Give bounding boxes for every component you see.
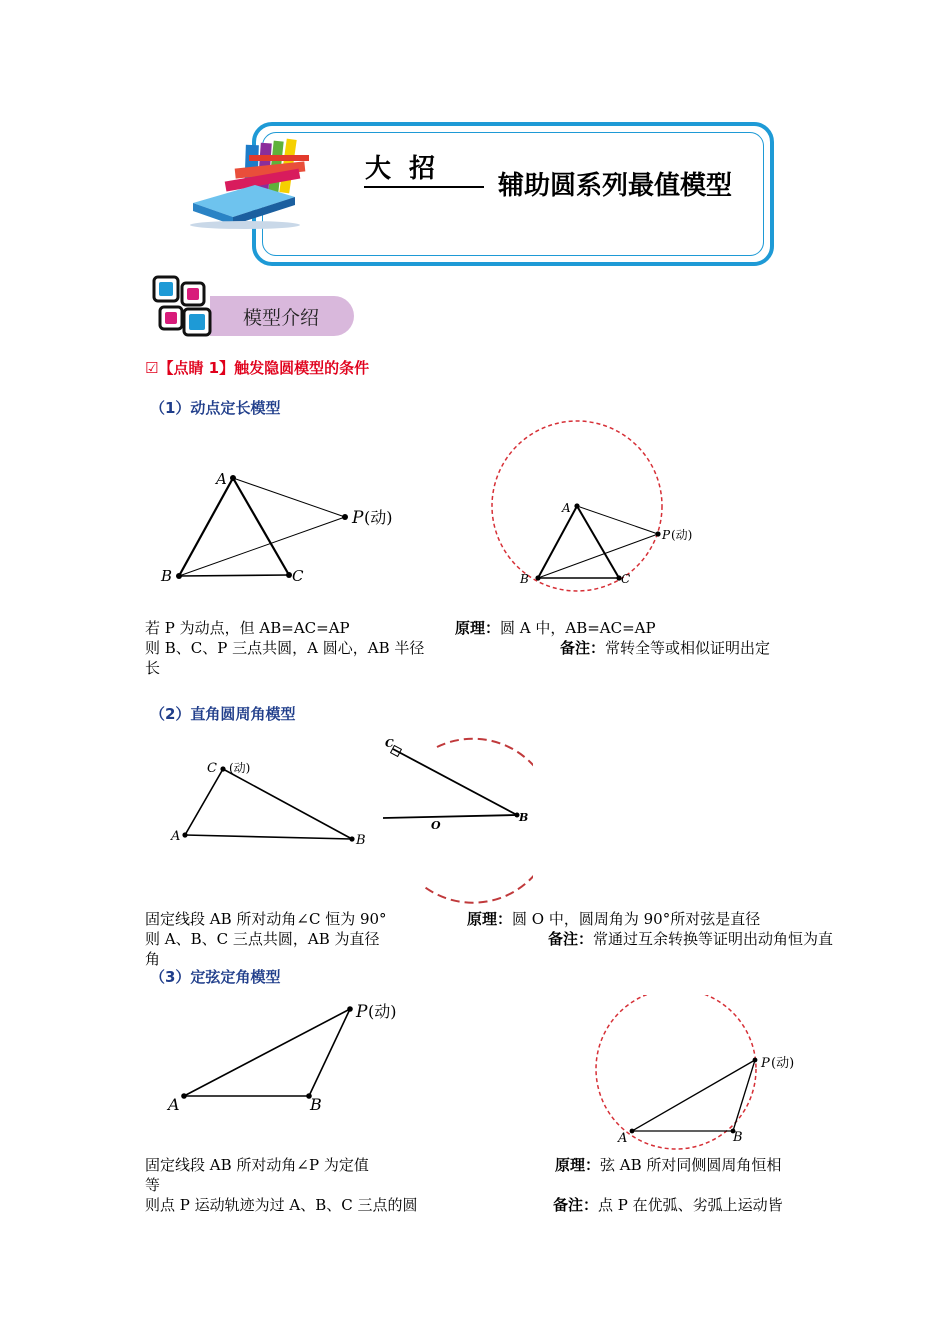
label-b: B (733, 1130, 743, 1145)
model3-left-line3: 则点 P 运动轨迹为过 A、B、C 三点的圆 (145, 1196, 418, 1214)
model2-figure-left (165, 755, 380, 855)
model3-heading: （3）定弦定角模型 (150, 968, 281, 986)
label-c: C (385, 737, 394, 750)
label-c: C (292, 567, 304, 585)
model1-figure-left (150, 465, 420, 590)
model1-note: 备注：常转全等或相似证明出定 (560, 639, 771, 657)
label-moving: (动) (771, 1056, 795, 1071)
label-b: B (310, 1095, 322, 1114)
label-p: P (761, 1056, 770, 1071)
model3-principle: 原理：弦 AB 所对同侧圆周角恒相 (555, 1156, 782, 1174)
books-icon (185, 135, 365, 230)
model2-left-line1: 固定线段 AB 所对动角∠C 恒为 90° (145, 910, 387, 928)
point1-title-text: 【点睛 1】触发隐圆模型的条件 (158, 359, 370, 377)
model3-left-line2: 等 (145, 1176, 161, 1194)
label-a: A (562, 501, 571, 515)
label-moving: (动) (368, 1002, 397, 1021)
label-moving: (动) (671, 528, 693, 542)
label-b: B (520, 572, 529, 586)
label-o: O (431, 819, 441, 832)
label-p: P (356, 1002, 368, 1022)
model3-figure-right (590, 995, 815, 1150)
label-a: A (168, 1095, 180, 1114)
section-tag-label: 模型介绍 (243, 307, 320, 329)
label-a: A (618, 1131, 628, 1146)
point1-title (145, 357, 369, 378)
model3-figure-left (160, 995, 420, 1120)
banner-divider (364, 186, 484, 188)
model2-principle: 原理：圆 O 中，圆周角为 90°所对弦是直径 (467, 910, 761, 928)
model2-left-line2: 则 A、B、C 三点共圆，AB 为直径 (145, 930, 380, 948)
model3-note: 备注：点 P 在优弧、劣弧上运动皆 (553, 1196, 783, 1214)
label-b: B (161, 567, 173, 585)
banner-right-title: 辅助圆系列最值模型 (498, 171, 733, 201)
label-a: A (216, 470, 227, 488)
model2-left-line3: 角 (145, 950, 161, 968)
model1-left-line3: 长 (145, 659, 161, 677)
label-c: C (621, 572, 631, 586)
model1-heading: （1）动点定长模型 (150, 399, 281, 417)
label-moving: (动) (229, 761, 251, 775)
label-p: P (352, 508, 364, 528)
checkbox-icon: ☑ (145, 359, 159, 377)
model1-principle: 原理：圆 A 中，AB=AC=AP (455, 619, 656, 637)
model2-note: 备注：常通过互余转换等证明出动角恒为直 (548, 930, 834, 948)
blocks-icon (152, 275, 212, 337)
model3-left-line1: 固定线段 AB 所对动角∠P 为定值 (145, 1156, 369, 1174)
model1-figure-right (488, 418, 708, 593)
label-b: B (356, 833, 366, 848)
model2-heading: （2）直角圆周角模型 (150, 705, 296, 723)
label-b: B (519, 811, 529, 824)
model1-left-line1: 若 P 为动点，但 AB=AC=AP (145, 619, 350, 637)
model1-left-line2: 则 B、C、P 三点共圆，A 圆心，AB 半径 (145, 639, 425, 657)
label-p: P (662, 528, 671, 542)
model2-figure-right (383, 735, 533, 905)
banner-left-title: 大招 (365, 154, 454, 184)
label-a: A (171, 829, 181, 844)
label-moving: (动) (364, 508, 393, 527)
label-c: C (207, 761, 217, 776)
